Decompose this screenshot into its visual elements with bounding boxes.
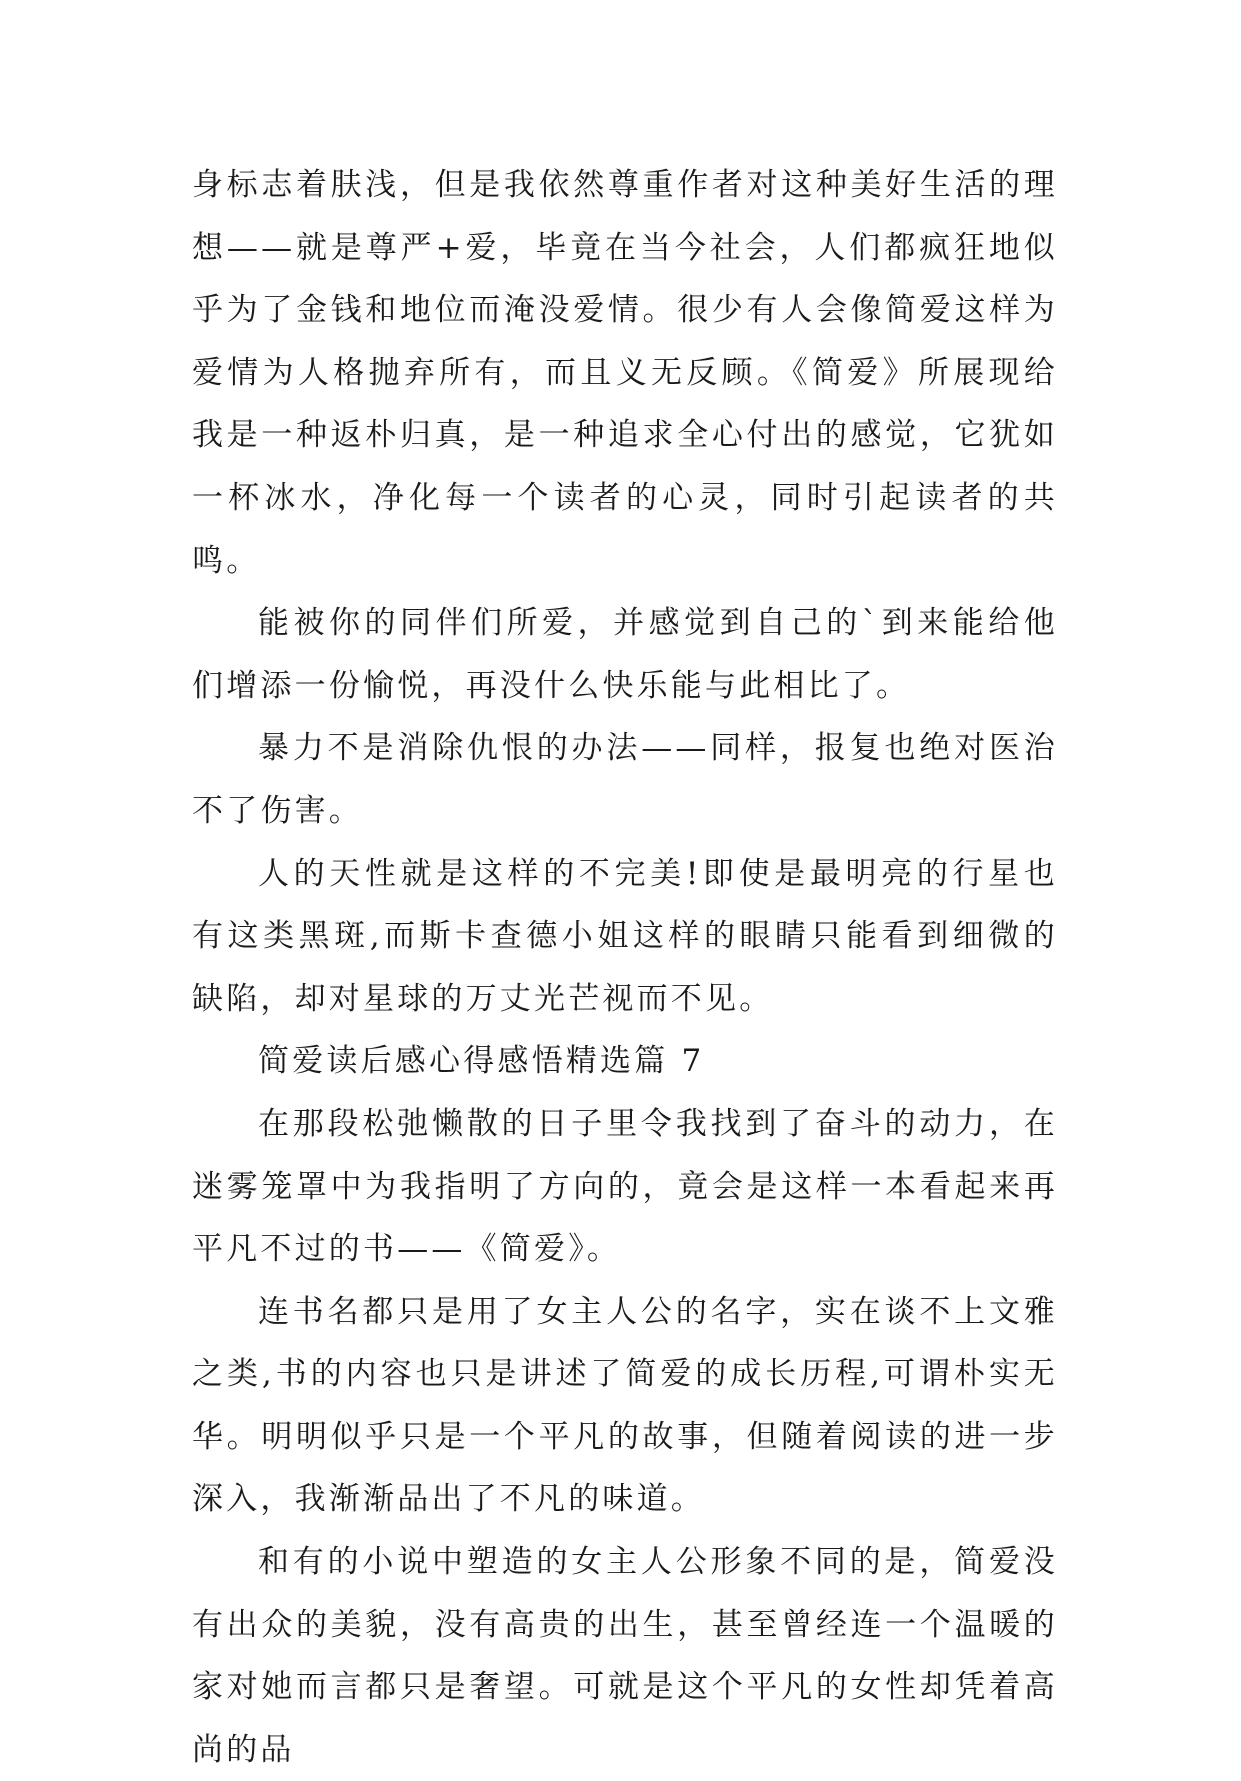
paragraph-4: 人的天性就是这样的不完美!即使是最明亮的行星也有这类黑斑,而斯卡查德小姐这样的眼睛只能看到细微的缺陷，却对星球的万丈光芒视而不见。 (192, 855, 1058, 1017)
paragraph-2: 能被你的同伴们所爱，并感觉到自己的`到来能给他们增添一份愉悦，再没什么快乐能与此相比了。 (192, 605, 1058, 704)
section-heading: 简爱读后感心得感悟精选篇 7 (258, 1043, 705, 1080)
paragraph-5: 在那段松弛懒散的日子里令我找到了奋斗的动力，在迷雾笼罩中为我指明了方向的，竟会是这样一本看起来再平凡不过的书——《简爱》。 (192, 1105, 1058, 1268)
body-text (192, 154, 1058, 1781)
paragraph-7: 和有的小说中塑造的女主人公形象不同的是，简爱没有出众的美貌，没有高贵的出生，甚至曾经连一个温暖的家对她而言都只是奢望。可就是这个平凡的女性却凭着高尚的品 (192, 1544, 1058, 1768)
paragraph-6: 连书名都只是用了女主人公的名字，实在谈不上文雅之类,书的内容也只是讲述了简爱的成长历程,可谓朴实无华。明明似乎只是一个平凡的故事，但随着阅读的进一步深入，我渐渐品出了不凡的味道。 (192, 1293, 1058, 1518)
paragraph-3: 暴力不是消除仇恨的办法——同样，报复也绝对医治不了伤害。 (192, 730, 1058, 829)
paragraph-1: 身标志着肤浅，但是我依然尊重作者对这种美好生活的理想——就是尊严+爱，毕竟在当今社会，人们都疯狂地似乎为了金钱和地位而淹没爱情。很少有人会像简爱这样为爱情为人格抛弃所有，而且义无反顾。《简爱》所展现给我是一种返朴归真，是一种追求全心付出的感觉，它犹如一杯冰水，净化每一个读者的心灵，同时引起读者的共鸣。 (192, 167, 1058, 579)
